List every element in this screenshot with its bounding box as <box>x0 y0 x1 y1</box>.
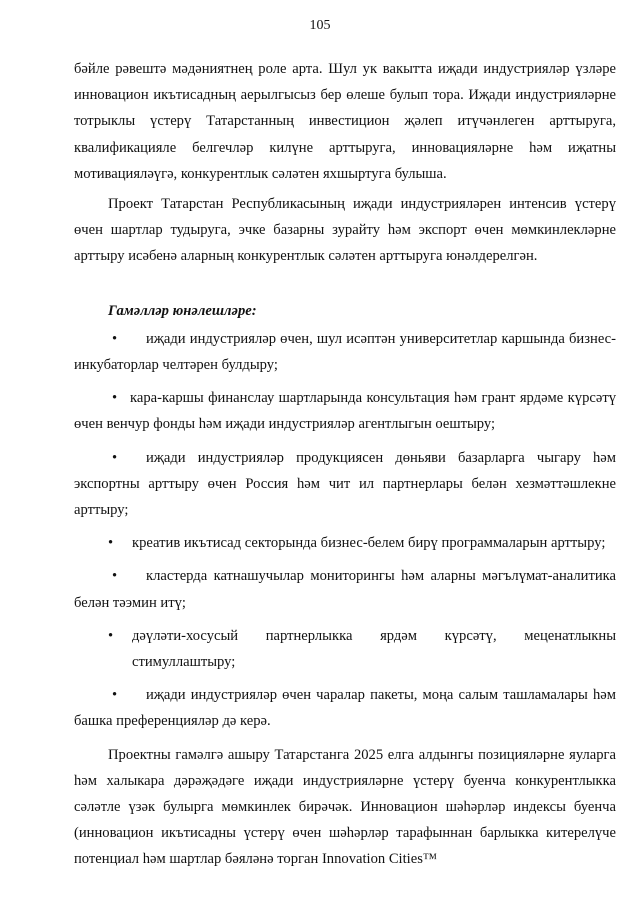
list-item-text: кластерда катнашучылар мониторингы һәм аларны мәгълүмат-аналитика белән тәэмин итү; <box>74 568 616 611</box>
paragraph-outcome: Проектны гамәлгә ашыру Татарстанга 2025 елга алдынгы позицияләрне яуларга һәм халыкара дәрәҗәдәге иҗади индустрияләрне үстерү буенча конкурентлыкка сәләтле үзәк булырга мөмкинлек бирәчәк. Инновацион шәһәрләр индексы буенча (инновацион икътисадны үстерү өчен шәһәрләр тарафыннан барлыкка китерелүче потенциал һәм шартлар бәяләнә торган Innovation Cities™ <box>74 746 616 868</box>
paragraph-project-goal: Проект Татарстан Республикасының иҗади индустрияләрен интенсив үстерү өчен шартлар тудыруга, эчке базарны зурайту һәм экспорт өчен мөмкинлекләрне арттыру исәбенә аларның конкурентлык сәләтен арттыруга юнәлдерелгән. <box>74 196 616 265</box>
paragraph-intro: бәйле рәвештә мәдәниятнең роле арта. Шул ук вакытта иҗади индустрияләр үзләре инновацион икътисадның аерылгысыз бер өлеше булып тора. Иҗади индустрияләрне тотрыклы үстерү Татарстанның инвестицион җәлеп итүчәнлеген арттыруга, квалификацияле белгечләр килүне арттыруга, инновацияләрне һәм иҗатны мотивацияләүгә, конкурентлык сәләтен яхшыртуга булыша. <box>74 61 616 182</box>
list-item-text: иҗади индустрияләр продукциясен дөньяви базарларга чыгару һәм экспортны арттыру өчен Россия һәм чит ил партнерлары белән хезмәттәшлекне арттыру; <box>74 449 616 519</box>
bullet-icon: • <box>112 687 118 704</box>
list-item <box>74 563 616 615</box>
list-item <box>74 682 616 734</box>
section-heading: Гамәлләр юнәлешләре: <box>108 302 257 319</box>
list-item <box>74 623 616 675</box>
bullet-icon: • <box>112 449 118 466</box>
page-number: 105 <box>309 18 331 33</box>
bullet-icon: • <box>108 627 114 644</box>
list-item <box>74 445 616 524</box>
bullet-icon: • <box>108 535 114 552</box>
list-item <box>74 385 616 437</box>
list-item-text: кара-каршы финанслау шартларында консультация һәм грант ярдәме күрсәтү өчен венчур фонды һәм иҗади индустрияләр агентлыгын оештыру; <box>74 390 616 433</box>
action-list <box>74 326 616 735</box>
list-item-text: иҗади индустрияләр өчен чаралар пакеты, моңа салым ташламалары һәм башка преференцияләр дә керә. <box>74 687 616 730</box>
list-item <box>74 530 616 556</box>
document-body <box>74 56 616 873</box>
list-item-text: креатив икътисад секторында бизнес-белем бирү программаларын арттыру; <box>132 535 606 552</box>
list-item-text: иҗади индустрияләр өчен, шул исәптән университетлар каршында бизнес-инкубаторлар челтәрен булдыру; <box>74 330 616 374</box>
bullet-icon: • <box>112 568 118 585</box>
list-item <box>74 326 616 378</box>
list-item-text: дәүләти-хосусый партнерлыкка ярдәм күрсәтү, меценатлыкны стимуллаштыру; <box>132 627 616 671</box>
bullet-icon: • <box>112 330 118 347</box>
bullet-icon: • <box>112 390 118 407</box>
